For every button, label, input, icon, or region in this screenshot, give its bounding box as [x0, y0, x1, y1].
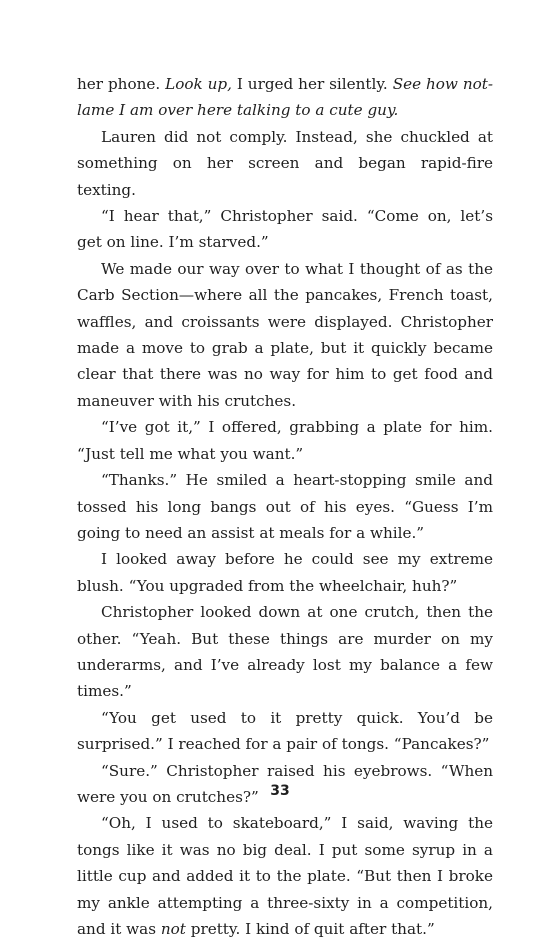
paragraph [77, 71, 493, 124]
paragraph [77, 203, 493, 256]
paragraph [77, 414, 493, 467]
paragraph [77, 124, 493, 203]
italic-run: See how not-lame I am over here talking to a cute guy. [77, 75, 493, 120]
paragraph [77, 546, 493, 599]
text-run: “You get used to it pretty quick. You’d be surprised.” I reached for a pair of tongs. “Pancakes?” [77, 708, 493, 754]
paragraph [77, 256, 493, 414]
text-run: I looked away before he could see my extreme blush. “You upgraded from the wheelchair, huh?” [77, 550, 493, 595]
page-number: 33 [270, 783, 290, 799]
paragraph [77, 705, 493, 758]
page-body [77, 71, 493, 942]
text-run: “Thanks.” He smiled a heart-stopping smile and tossed his long bangs out of his eyes. “Guess I’m going to need an assist at meals for a while.” [77, 471, 493, 542]
text-run: “I’ve got it,” I offered, grabbing a plate for him. “Just tell me what you want.” [77, 418, 493, 463]
text-run: “Oh, I used to skateboard,” I said, waving the tongs like it was no big deal. I put some syrup in a little cup and added it to the plate. “But then I broke my ankle attempting a three-sixty in a competition, and it was [77, 814, 493, 938]
text-run: I urged her silently. [231, 75, 393, 93]
italic-run: not [160, 920, 186, 938]
text-run: “Sure.” Christopher raised his eyebrows. “When were you on crutches?” [77, 761, 493, 806]
text-run: “I hear that,” Christopher said. “Come on, let’s get on line. I’m starved.” [77, 207, 493, 252]
italic-run: Look up, [165, 75, 232, 93]
text-run: Christopher looked down at one crutch, then the other. “Yeah. But these things are murder on my underarms, and I’ve already lost my balance a few times.” [77, 603, 493, 701]
text-run: We made our way over to what I thought of as the Carb Section—where all the pancakes, French toast, waffles, and croissants were displayed. Christopher made a move to grab a plate, but it quickly became clear that there was no way for him to get food and maneuver with his crutches. [77, 259, 493, 410]
paragraph [77, 467, 493, 546]
text-run: Lauren did not comply. Instead, she chuckled at something on her screen and began rapid-fire texting. [77, 127, 493, 199]
text-run: pretty. I kind of quit after that.” [185, 920, 435, 938]
text-run: her phone. [77, 75, 166, 93]
paragraph [77, 810, 493, 942]
paragraph [77, 599, 493, 705]
